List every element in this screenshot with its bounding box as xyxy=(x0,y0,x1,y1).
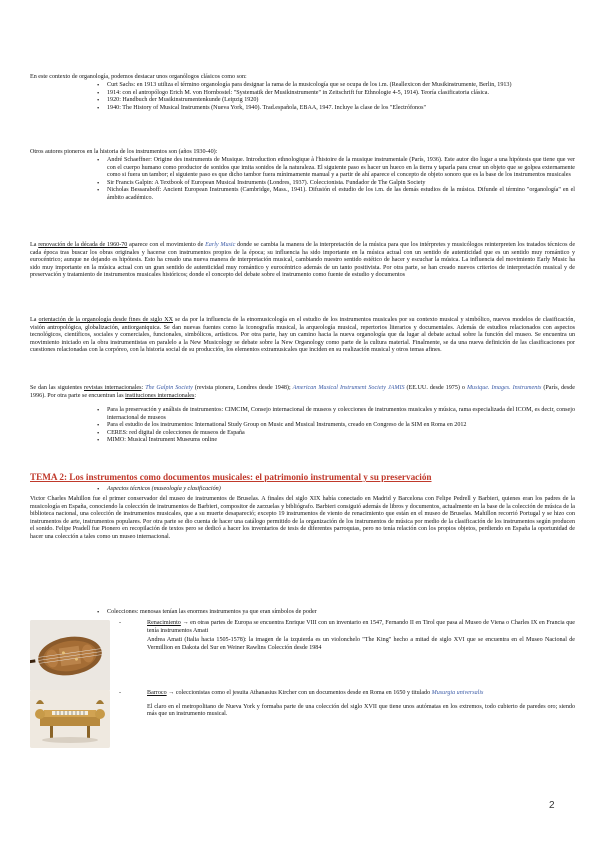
classics-item: • Curt Sachs: en 1913 utiliza el término organología para designar la rama de la musicología que se ocupa de los i.m. (Reallexicon der Musikinstrumente, Berlin, 1913) xyxy=(107,82,575,90)
institution-item: • CERES: red digital de colecciones de museos de España xyxy=(107,430,575,438)
tema2-sub-list xyxy=(107,486,575,494)
institution-item: • Para el estudio de los instrumentos: International Study Group on Music and Musical Instruments, creado en Congreso de la SIM en Roma en 2012 xyxy=(107,422,575,430)
paragraph-orientacion xyxy=(30,317,575,355)
text-span: Se dan las siguientes xyxy=(30,385,83,391)
underlined-span: renovación de la década de 1960-70 xyxy=(38,242,128,248)
underlined-span: orientación de la organología desde fines de siglo XX xyxy=(38,317,174,323)
others-item: • André Schaeffner: Origine des instruments de Musique. Introduction ethnologique à l'histoire de la musique instrumentale (París, 1936). Este autor dio lugar a una hipótesis que tiene que ver con el cuerpo humano como productor de sonidos que imita sonidos de la naturaleza. El siguiente paso es hacer un hueco en la tierra y taparla para crear un objeto que se golpea externamente como si fuera un tambor; el siguiente paso es que dicho tambor fuera mínimamente manual y a partir de ahí aparece el concepto de objeto sonoro que es la base de los instrumentos musicales xyxy=(107,157,575,180)
classics-item: • 1940: The History of Musical Instruments (Nueva York, 1940). Trad.española, EBAA, 1947. Incluye la clase de los "Electrófonos" xyxy=(107,105,575,113)
underlined-span: instituciones internacionales xyxy=(125,392,195,399)
page-number: 2 xyxy=(549,800,555,811)
cello-image xyxy=(30,620,110,691)
institutions-list xyxy=(107,407,575,445)
musurgia-title: Musurgia universalis xyxy=(431,690,484,696)
classics-list xyxy=(107,82,575,112)
text-span: (París, desde 1996). Por otra parte se encuentran las xyxy=(30,385,575,399)
cello-illustration xyxy=(30,620,110,691)
renacimiento-entry xyxy=(119,620,575,652)
text-span: donde se cambia la manera de la interpretación de la música para que los intérpretes y musicólogos reinterpreten los tratados técnicos de cada época tras buscar los obras originales y hacerse con instrumentos propios de la época; su influencia ha sido importante en la música actual con un sentido de autenticidad que es un sentido muy romántico y eurocéntrico; aunque ne dejando es hipótesis. Esto ha creado una nueva manera de interpretación musical, cambiando nuestro sentido estético de hacer y escuchar la música. La influencia del movimiento Early Music ha sido muy importante en la música actual con un gran sentido de autenticidad muy romántico y eurocéntrico además de un tanto positivista. Por otra parte, se han creado nuevos criterios de interpretación musical y de preservación y tratamiento de instrumentos musicales históricos; donde el concepto del debate sobre el instrumento como fuente de estudio y documentos xyxy=(30,242,576,279)
text-span: (EE.UU. desde 1975) o xyxy=(406,385,465,391)
others-item: • Sir Francis Galpin: A Textbook of European Musical Instruments (Londres, 1937). Coleccionista. Fundador de The Galpin Society xyxy=(107,180,575,188)
renacimiento-label: Renacimiento xyxy=(147,620,181,626)
text-span: La xyxy=(30,317,37,323)
harpsichord-image xyxy=(30,690,110,748)
tema2-title: TEMA 2: Los instrumentos como documentos musicales: el patrimonio instrumental y su preservación xyxy=(30,472,432,482)
others-item: • Nicholas Bessaraboff: Ancient European Instruments (Cambridge, Mass., 1941). Difusión el estudio de los i.m. de las demás estudios de la música. Difunde el término "organología" en el ámbito académico. xyxy=(107,187,575,202)
journal-amis: American Musical Instrument Society JAMIS xyxy=(292,385,405,391)
barroco-label: Barroco xyxy=(147,690,167,696)
colecciones-list xyxy=(107,609,575,617)
others-list xyxy=(107,157,575,203)
intro-line: En este contexto de organología, podemos destacar unos organólogos clásicos como son: xyxy=(30,74,247,80)
text-span: La xyxy=(30,242,37,248)
renacimiento-line: - Renacimiento → en otras partes de Europa se encuentra Enrique VIII con un inventario en 1547, Fernando II en Tirol que pasa al Museo de Viena o Charles IX en Francia que tenía instrumentos Amati xyxy=(119,620,575,634)
harpsichord-illustration xyxy=(30,690,110,748)
classics-item: • 1914: con el antropólogo Erich M. von Hornbostel: "Systematik der Musikinstrumente" in Zeitschrift fur Ethnologie 4-5, 1914). Teoría clasificatoria clásica. xyxy=(107,90,575,98)
text-span: se da por la influencia de la etnomusicología en el estudio de los instrumentos musicales por su contexto musical y simbólico, nuevos modelos de clasificación, visión antropológica, globalización, antiorganiquica. Se dan nuevas fuentes como la iconografía musical, la arqueología musical, repertorios literarios y documentales. Además de estudios relacionados con aspectos tecnológicos, científicos, sociales y comerciales, funcionales, simbólicos, artísticos. Por otra parte, hay un camino hacia la nueva organología que da lugar al debate actual sobre la función del museo. Se encuentra un movimiento iniciado en la obra instrumentistas en paralelo a la New Musicology se debate sobre la New Organology como parte de la cultura material. Finalmente, se da una nueva definición de las clasificaciones por cuestiones relacionadas con la corpóreo, con la historia social de su producción, los elementos extramusicales que inciden en su realización musical y otros temas afines. xyxy=(30,317,576,354)
text-span: (revista pionera, Londres desde 1948); xyxy=(194,385,291,391)
institution-item: • Para la preservación y análisis de instrumentos: CIMCIM, Consejo internacional de museos y colecciones de instrumentos musicales y música, rama especializada del ICOM, es decir, consejo internacional de museos xyxy=(107,407,575,422)
underlined-span: revistas internacionales xyxy=(84,385,142,391)
journal-galpin: The Galpin Society xyxy=(145,385,193,391)
amati-line: Andrea Amati (Italia hacia 1505-1578): la imagen de la izquierda es un violonchelo "The King" hecho a mitad de siglo XVI que se encuentra en el Museo Nacional de Vermillion en Dakota del Sur en Weiner Rawlins Colección desde 1984 xyxy=(147,637,575,651)
barroco-line: - Barroco → coleccionistas como el jesuita Athanasius Kircher con un documentos desde en Roma en 1650 y titulado Musurgia universalis xyxy=(119,690,484,696)
tema2-sub: • Aspectos técnicos (museología y clasificación) xyxy=(107,486,575,494)
journal-musique: Musique. Images. Instruments xyxy=(466,385,542,391)
barroco-text: → coleccionistas como el jesuita Athanasius Kircher con un documentos desde en Roma en 1650 y titulado xyxy=(168,690,431,696)
tema2-paragraph: Victor Charles Mahillon fue el primer conservador del museo de instrumentos de Bruselas. A finales del siglo XIX había conectado en Madrid y Barcelona con Felipe Pedrell y Barbieri, quienes eran los padres de la musicología en España, conociendo la colección de instrumentos de Barbieri, compositor de zarzuelas y bibliógrafo. Barbieri consiguió además de libros y documentos, actualmente en la base de la colección de música de la biblioteca nacional, una colección de instrumentos musicales, que a su muerte desapareció; excepto 19 instrumentos de viento de renacimiento que están en el museo de Bruselas. Mahillon recorrió Portugal y se hizo con instrumentos de arte, instrumentos populares. Por otra parte se dio cuenta de hacer una catálogo permitido de la organización de los instrumentos de música por medio de la clasificación de los instrumentos según producen el sonido. Felipe Pradell fue Pionero en recopilación de textos pero se dedicó a hacer los inventarios de tesis de diferentes parroquias, pero no tenía relación con los propios objetos, perdiendo en España la oportunidad de hacer una colección a tales como un museo internacional. xyxy=(30,496,575,540)
italic-span: Early Music xyxy=(205,242,236,248)
paragraph-renovacion xyxy=(30,242,575,280)
others-line: Otros autores pioneros en la historia de los instrumentos son (años 1930-40): xyxy=(30,149,218,155)
tema2-heading xyxy=(30,472,575,483)
colecciones-item: • Colecciones: menosas tenían las enormes instrumentos ya que eran símbolos de poder xyxy=(107,609,575,617)
paragraph-revistas: Se dan las siguientes revistas internacionales: The Galpin Society (revista pionera, Londres desde 1948); American Musical Instrument Society JAMIS (EE.UU. desde 1975) o Musique. Images. Instruments (París, desde 1996). Por otra parte se encuentran las instituciones internacionales: xyxy=(30,385,575,399)
renacimiento-text: → en otras partes de Europa se encuentra Enrique VIII con un inventario en 1547, Fernando II en Tirol que pasa al Museo de Viena o Charles IX en Francia que tenía instrumentos Amati xyxy=(147,620,575,634)
barroco-paragraph: El claro en el metropolitano de Nueva York y formaba parte de una colección del siglo XVII que tiene unos autómatas en los extremos, todo cubierto de paredes oro; siendo más que un instrumento musical. xyxy=(147,703,575,718)
barroco-entry xyxy=(119,690,575,719)
classics-item: • 1920: Handbuch der Musikinstrumentenkunde (Leipzig 1920) xyxy=(107,97,575,105)
institution-item: • MIMO: Musical Instrument Museums online xyxy=(107,437,575,445)
text-span: aparece con el movimiento de xyxy=(129,242,204,248)
